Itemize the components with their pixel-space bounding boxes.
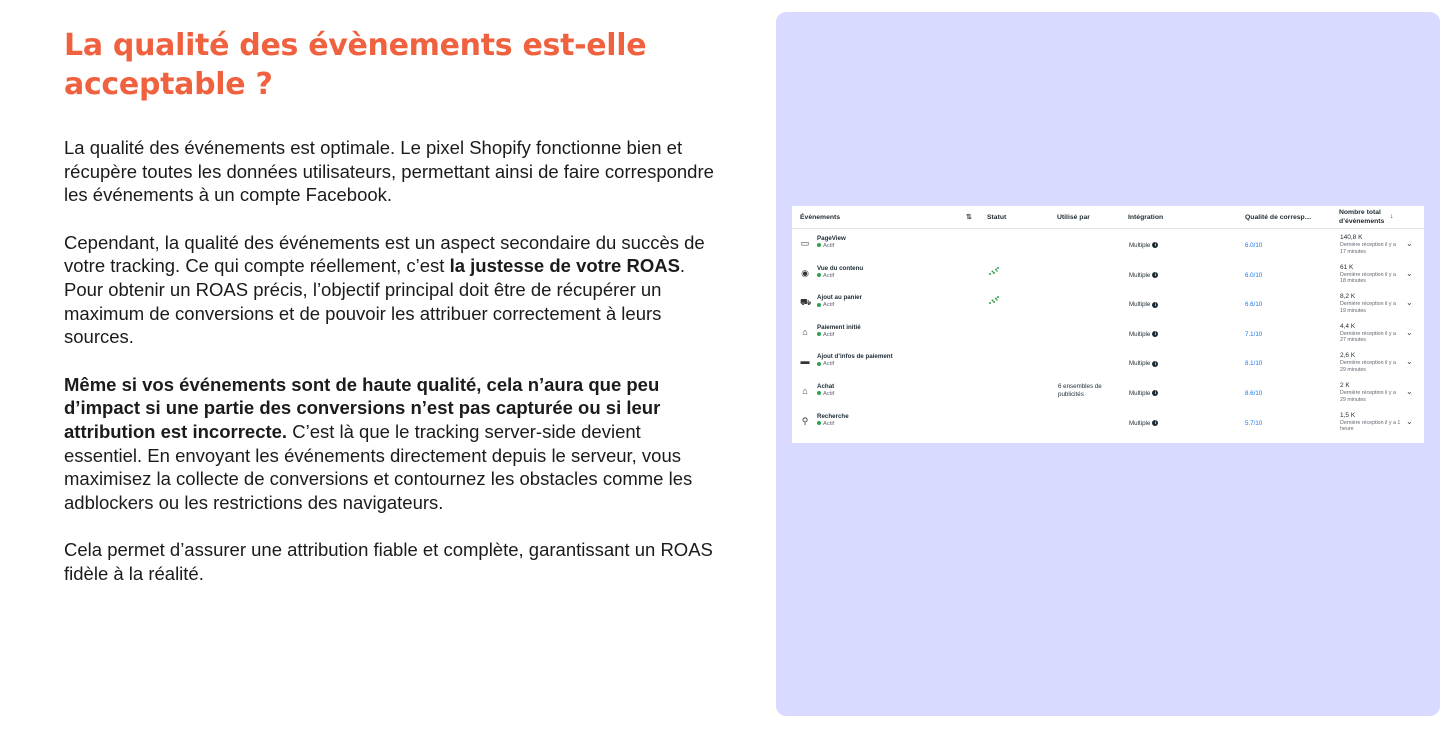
col-total-line2: d’évènements bbox=[1339, 217, 1385, 225]
active-dot-icon bbox=[817, 391, 821, 395]
col-quality[interactable]: Qualité de corresp… bbox=[1245, 214, 1312, 221]
sparkline-icon bbox=[988, 266, 1000, 276]
paragraph-3-b: C’est là que le tracking server-side devient essentiel. En envoyant les événements directement depuis le serveur, vous maximisez la collecte de conversions et contournez les obstacles comme les adblockers ou les restrictions des navigateurs. bbox=[64, 420, 693, 513]
active-dot-icon bbox=[817, 243, 821, 247]
event-used-by: 6 ensembles de publicités bbox=[1058, 383, 1102, 398]
event-last-received: Dernière réception il y a 27 minutes bbox=[1340, 330, 1396, 344]
col-used-by[interactable]: Utilisé par bbox=[1057, 214, 1090, 221]
event-status bbox=[817, 273, 834, 279]
event-name[interactable]: Recherche bbox=[817, 412, 849, 420]
event-last-received: Dernière réception il y a 29 minutes bbox=[1340, 390, 1396, 403]
event-icon: ▬ bbox=[800, 356, 810, 367]
event-status-label: Actif bbox=[823, 391, 835, 397]
active-dot-icon bbox=[817, 273, 821, 277]
chevron-down-icon[interactable]: ⌄ bbox=[1406, 298, 1413, 308]
chevron-down-icon[interactable]: ⌄ bbox=[1406, 327, 1413, 337]
info-icon[interactable]: i bbox=[1152, 272, 1158, 278]
event-quality[interactable]: 8.6/10 bbox=[1245, 390, 1263, 397]
table-row[interactable] bbox=[792, 408, 1424, 437]
event-integration bbox=[1129, 301, 1158, 308]
chevron-down-icon[interactable]: ⌄ bbox=[1406, 357, 1413, 367]
info-icon[interactable]: i bbox=[1152, 420, 1158, 426]
table-row[interactable] bbox=[792, 289, 1424, 318]
paragraph-2-bold: la justesse de votre ROAS bbox=[449, 255, 680, 277]
event-icon: ⌂ bbox=[802, 326, 808, 337]
paragraph-1: La qualité des événements est optimale. Le pixel Shopify fonctionne bien et récupère toutes les données utilisateurs, permettant ainsi de faire correspondre les événements à un compte Facebook. bbox=[64, 137, 714, 206]
event-status bbox=[817, 421, 834, 427]
event-quality[interactable]: 6.0/10 bbox=[1245, 271, 1263, 279]
table-row[interactable] bbox=[792, 378, 1424, 407]
info-icon[interactable]: i bbox=[1152, 242, 1158, 248]
event-status bbox=[817, 302, 834, 308]
event-last-received: Dernière réception il y a 18 minutes bbox=[1340, 271, 1396, 285]
col-events[interactable]: Évènements bbox=[800, 214, 841, 221]
event-status-label: Actif bbox=[823, 331, 835, 338]
sparkline-icon bbox=[988, 295, 1000, 305]
event-total: 61 K bbox=[1340, 263, 1354, 271]
info-icon[interactable]: i bbox=[1152, 361, 1158, 367]
event-total: 4,4 K bbox=[1340, 322, 1356, 330]
event-total: 8,2 K bbox=[1340, 293, 1356, 301]
event-status bbox=[817, 332, 834, 338]
event-name[interactable]: Ajout d’infos de paiement bbox=[817, 353, 893, 361]
col-total[interactable] bbox=[1339, 209, 1384, 226]
event-last-received: Dernière réception il y a 29 minutes bbox=[1340, 360, 1396, 373]
table-row[interactable] bbox=[792, 348, 1424, 377]
event-name[interactable]: Ajout au panier bbox=[817, 294, 863, 302]
event-status bbox=[817, 391, 834, 397]
table-row[interactable] bbox=[792, 319, 1424, 348]
active-dot-icon bbox=[817, 421, 821, 425]
event-integration-label: Multiple bbox=[1129, 242, 1151, 249]
active-dot-icon bbox=[817, 303, 821, 307]
page-title bbox=[64, 26, 714, 104]
info-icon[interactable]: i bbox=[1152, 302, 1158, 308]
event-last-received: Dernière réception il y a 17 minutes bbox=[1340, 242, 1396, 255]
event-last-received: Dernière réception il y a 19 minutes bbox=[1340, 301, 1396, 314]
event-integration bbox=[1129, 272, 1158, 279]
event-integration bbox=[1129, 420, 1158, 427]
event-status bbox=[817, 243, 834, 249]
event-integration-label: Multiple bbox=[1129, 301, 1151, 309]
event-integration bbox=[1129, 242, 1158, 249]
paragraph-2-a: Cependant, la qualité des événements est un aspect secondaire du succès de votre tracking. Ce qui compte réellement, c’est bbox=[64, 231, 705, 277]
events-table-screenshot bbox=[792, 206, 1424, 443]
event-name[interactable]: PageView bbox=[817, 235, 846, 242]
event-quality[interactable]: 6.6/10 bbox=[1245, 301, 1263, 309]
event-integration-label: Multiple bbox=[1129, 271, 1151, 279]
paragraph-3 bbox=[64, 373, 714, 515]
table-row[interactable] bbox=[792, 230, 1424, 259]
col-total-line1: Nombre total bbox=[1339, 209, 1381, 216]
event-icon: ▭ bbox=[800, 238, 810, 248]
event-quality[interactable]: 7.1/10 bbox=[1245, 330, 1263, 338]
table-header bbox=[792, 206, 1424, 229]
event-status-label: Actif bbox=[823, 243, 835, 249]
event-status-label: Actif bbox=[823, 361, 835, 368]
event-total: 2,6 K bbox=[1340, 352, 1356, 360]
event-integration bbox=[1129, 360, 1158, 367]
chevron-down-icon[interactable]: ⌄ bbox=[1406, 387, 1413, 396]
chevron-down-icon[interactable]: ⌄ bbox=[1406, 268, 1413, 278]
event-icon: ⌂ bbox=[802, 386, 808, 396]
event-last-received: Dernière réception il y a 1 heure bbox=[1340, 419, 1401, 433]
col-status[interactable]: Statut bbox=[987, 214, 1007, 221]
event-quality[interactable]: 8.1/10 bbox=[1245, 360, 1263, 368]
paragraph-3-bold: Même si vos événements sont de haute qualité, cela n’aura que peu d’impact si une partie des conversions n’est pas capturée ou si leur attribution est incorrecte. bbox=[64, 373, 661, 442]
event-icon: ⚲ bbox=[801, 415, 809, 426]
event-status-label: Actif bbox=[823, 420, 835, 427]
event-integration bbox=[1129, 331, 1158, 338]
col-integration[interactable]: Intégration bbox=[1128, 214, 1164, 221]
active-dot-icon bbox=[817, 362, 821, 366]
event-icon: ⛟ bbox=[800, 297, 812, 308]
info-icon[interactable]: i bbox=[1152, 331, 1158, 337]
event-integration-label: Multiple bbox=[1129, 330, 1151, 338]
event-total: 1,5 K bbox=[1340, 411, 1356, 419]
event-icon: ◉ bbox=[801, 267, 809, 278]
event-integration-label: Multiple bbox=[1129, 419, 1151, 427]
event-status-label: Actif bbox=[823, 302, 835, 309]
title-line-2: acceptable ? bbox=[64, 67, 273, 102]
info-icon[interactable]: i bbox=[1152, 390, 1158, 396]
event-integration-label: Multiple bbox=[1129, 360, 1151, 368]
event-name[interactable]: Paiement initié bbox=[817, 323, 861, 331]
event-integration-label: Multiple bbox=[1129, 390, 1151, 397]
event-integration bbox=[1129, 390, 1158, 397]
sort-down-icon[interactable]: ↓ bbox=[1390, 213, 1394, 220]
title-line-1: La qualité des évènements est-elle bbox=[64, 28, 647, 63]
event-total: 140,8 K bbox=[1340, 234, 1363, 241]
paragraph-2-c: . Pour obtenir un ROAS précis, l’objectif principal doit être de récupérer un maximum de conversions et de pouvoir les attribuer correctement à leurs sources. bbox=[64, 255, 686, 348]
event-name[interactable]: Achat bbox=[817, 383, 835, 390]
event-total: 2 K bbox=[1340, 382, 1350, 389]
paragraph-4: Cela permet d’assurer une attribution fiable et complète, garantissant un ROAS fidèle à la réalité. bbox=[64, 539, 713, 584]
event-quality[interactable]: 5.7/10 bbox=[1245, 419, 1263, 427]
paragraph-2 bbox=[64, 231, 714, 349]
chevron-down-icon[interactable]: ⌄ bbox=[1406, 239, 1413, 248]
event-name[interactable]: Vue du contenu bbox=[817, 264, 864, 272]
event-quality[interactable]: 6.0/10 bbox=[1245, 242, 1263, 249]
event-status bbox=[817, 361, 834, 367]
table-row[interactable] bbox=[792, 260, 1424, 289]
sort-icon[interactable]: ⇅ bbox=[966, 214, 972, 221]
chevron-down-icon[interactable]: ⌄ bbox=[1406, 416, 1413, 426]
event-status-label: Actif bbox=[823, 272, 835, 279]
article-text bbox=[64, 26, 714, 586]
active-dot-icon bbox=[817, 332, 821, 336]
